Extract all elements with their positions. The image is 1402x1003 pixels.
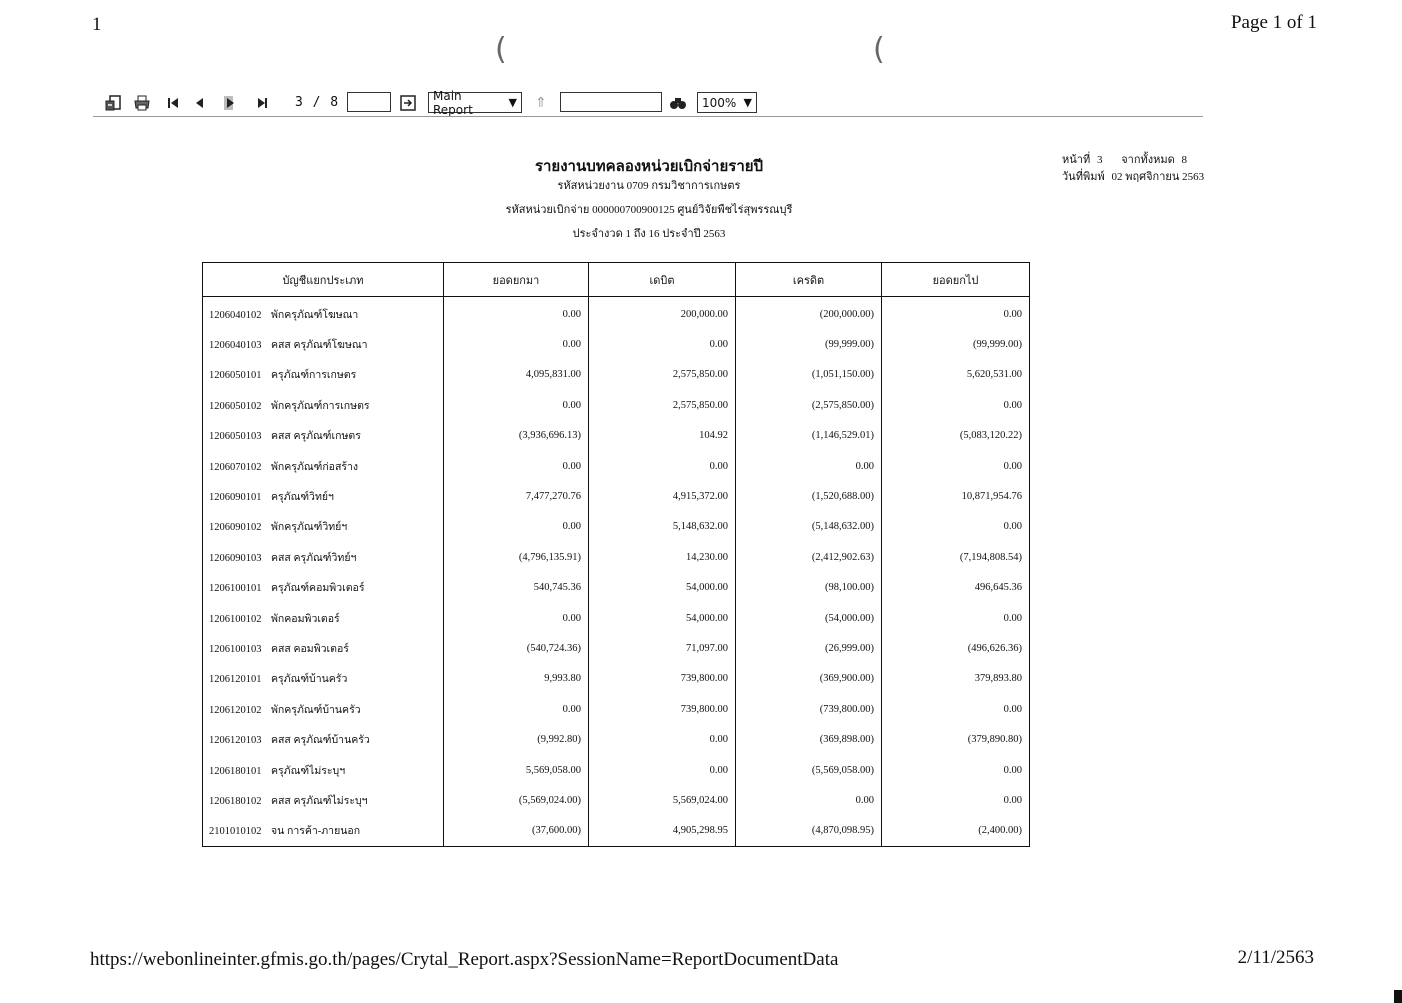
account-name: คสส ครุภัณฑ์โฆษณา	[271, 340, 368, 352]
debit-cell: 54,000.00	[589, 573, 736, 603]
first-page-icon[interactable]	[163, 93, 183, 113]
report-print-date	[1062, 167, 1204, 185]
account-code: 1206040103	[209, 340, 262, 352]
header-brought-forward: ยอดยกมา	[444, 263, 589, 297]
debit-cell: 0.00	[589, 724, 736, 754]
account-cell	[203, 329, 444, 359]
brought-forward-cell: 0.00	[444, 329, 589, 359]
account-code: 1206120101	[209, 674, 262, 686]
account-cell	[203, 694, 444, 724]
header-debit: เดบิต	[589, 263, 736, 297]
account-name: ครุภัณฑ์การเกษตร	[271, 370, 357, 382]
next-page-icon[interactable]	[220, 93, 240, 113]
brought-forward-cell: 0.00	[444, 603, 589, 633]
print-url: https://webonlineinter.gfmis.go.th/pages/Crytal_Report.aspx?SessionName=ReportDocumentData	[90, 949, 839, 970]
debit-cell: 0.00	[589, 755, 736, 785]
table-row	[203, 633, 1030, 663]
account-cell	[203, 421, 444, 451]
page-value: 3	[1096, 154, 1103, 166]
brought-forward-cell: 0.00	[444, 390, 589, 420]
brought-forward-cell: 0.00	[444, 451, 589, 481]
debit-cell: 0.00	[589, 329, 736, 359]
debit-cell: 54,000.00	[589, 603, 736, 633]
account-cell	[203, 360, 444, 390]
account-name: คสส ครุภัณฑ์เกษตร	[271, 431, 361, 443]
table-row	[203, 755, 1030, 785]
report-select[interactable]	[428, 88, 522, 117]
account-name: คสส ครุภัณฑ์บ้านครัว	[271, 735, 370, 747]
debit-cell: 71,097.00	[589, 633, 736, 663]
account-name: ครุภัณฑ์ไม่ระบุฯ	[271, 765, 346, 777]
carried-forward-cell: 0.00	[882, 785, 1030, 815]
table-row	[203, 664, 1030, 694]
account-code: 1206090103	[209, 552, 262, 564]
table-row	[203, 816, 1030, 847]
account-code: 1206180101	[209, 765, 262, 777]
carried-forward-cell: (496,626.36)	[882, 633, 1030, 663]
credit-cell: (99,999.00)	[736, 329, 882, 359]
account-cell	[203, 664, 444, 694]
table-row	[203, 360, 1030, 390]
account-cell	[203, 390, 444, 420]
carried-forward-cell: (379,890.80)	[882, 724, 1030, 754]
account-name: คสส ครุภัณฑ์วิทย์ฯ	[271, 552, 357, 564]
report-period: ประจำงวด 1 ถึง 16 ประจำปี 2563	[572, 228, 726, 240]
debit-cell: 739,800.00	[589, 694, 736, 724]
debit-cell: 104.92	[589, 421, 736, 451]
debit-cell: 2,575,850.00	[589, 360, 736, 390]
table-row	[203, 297, 1030, 330]
ledger-table-body	[203, 297, 1030, 847]
carried-forward-cell: 0.00	[882, 694, 1030, 724]
print-page-number: 1	[92, 14, 102, 35]
brought-forward-cell: 7,477,270.76	[444, 481, 589, 511]
report-title: รายงานบทคลองหน่วยเบิกจ่ายรายปี	[534, 159, 764, 175]
carried-forward-cell: (5,083,120.22)	[882, 421, 1030, 451]
account-name: พักครุภัณฑ์โฆษณา	[271, 309, 359, 321]
account-code: 1206050102	[209, 400, 262, 412]
page-label: หน้าที่	[1062, 154, 1091, 166]
last-page-icon[interactable]	[252, 93, 272, 113]
credit-cell: (2,575,850.00)	[736, 390, 882, 420]
credit-cell: (4,870,098.95)	[736, 816, 882, 847]
account-cell	[203, 633, 444, 663]
table-row	[203, 451, 1030, 481]
account-cell	[203, 785, 444, 815]
table-header-row	[203, 263, 1030, 297]
total-value: 8	[1181, 154, 1188, 166]
debit-cell: 14,230.00	[589, 542, 736, 572]
credit-cell: (26,999.00)	[736, 633, 882, 663]
account-name: ครุภัณฑ์วิทย์ฯ	[271, 492, 334, 504]
account-cell	[203, 816, 444, 847]
carried-forward-cell: 0.00	[882, 603, 1030, 633]
brought-forward-cell: (4,796,135.91)	[444, 542, 589, 572]
brought-forward-cell: (37,600.00)	[444, 816, 589, 847]
account-code: 1206100101	[209, 583, 262, 595]
debit-cell: 5,148,632.00	[589, 512, 736, 542]
total-label: จากทั้งหมด	[1121, 154, 1175, 166]
zoom-select[interactable]	[697, 92, 757, 113]
carried-forward-cell: 10,871,954.76	[882, 481, 1030, 511]
account-name: พักครุภัณฑ์บ้านครัว	[271, 704, 361, 716]
group-tree-icon[interactable]: ⇑	[535, 95, 547, 111]
goto-page-input[interactable]	[347, 92, 391, 112]
account-code: 1206120103	[209, 735, 262, 747]
account-cell	[203, 724, 444, 754]
print-date-value: 02 พฤศจิกายน 2563	[1111, 171, 1205, 183]
account-code: 1206090102	[209, 522, 262, 534]
scan-edge-mark	[1394, 990, 1402, 1003]
credit-cell: (98,100.00)	[736, 573, 882, 603]
credit-cell: (1,051,150.00)	[736, 360, 882, 390]
toolbar-divider	[93, 116, 1203, 117]
brought-forward-cell: 0.00	[444, 694, 589, 724]
print-icon[interactable]	[132, 93, 152, 113]
credit-cell: 0.00	[736, 785, 882, 815]
table-row	[203, 724, 1030, 754]
debit-cell: 200,000.00	[589, 297, 736, 330]
brought-forward-cell: 9,993.80	[444, 664, 589, 694]
debit-cell: 5,569,024.00	[589, 785, 736, 815]
account-name: ครุภัณฑ์คอมพิวเตอร์	[271, 583, 365, 595]
scan-artifact: (	[495, 32, 507, 67]
account-cell	[203, 297, 444, 330]
debit-cell: 4,905,298.95	[589, 816, 736, 847]
account-name: จน การค้า-ภายนอก	[271, 826, 361, 838]
carried-forward-cell: 0.00	[882, 512, 1030, 542]
report-page-meta	[1062, 150, 1187, 168]
credit-cell: 0.00	[736, 451, 882, 481]
search-icon[interactable]	[668, 93, 688, 113]
table-row	[203, 785, 1030, 815]
debit-cell: 2,575,850.00	[589, 390, 736, 420]
brought-forward-cell: 5,569,058.00	[444, 755, 589, 785]
scan-artifact: (	[873, 32, 885, 67]
table-row	[203, 481, 1030, 511]
credit-cell: (369,900.00)	[736, 664, 882, 694]
prev-page-icon[interactable]	[190, 93, 210, 113]
account-cell	[203, 603, 444, 633]
debit-cell: 739,800.00	[589, 664, 736, 694]
report-agency: รหัสหน่วยงาน 0709 กรมวิชาการเกษตร	[557, 180, 741, 192]
ledger-table	[202, 262, 1030, 847]
brought-forward-cell: (540,724.36)	[444, 633, 589, 663]
report-disbursing-unit: รหัสหน่วยเบิกจ่าย 000000700900125 ศูนย์วิจัยพืชไร่สุพรรณบุรี	[505, 204, 793, 216]
account-code: 1206100102	[209, 613, 262, 625]
account-cell	[203, 573, 444, 603]
account-code: 1206050101	[209, 370, 262, 382]
report-viewer-toolbar	[100, 90, 780, 118]
header-credit: เครดิต	[736, 263, 882, 297]
credit-cell: (369,898.00)	[736, 724, 882, 754]
brought-forward-cell: 0.00	[444, 512, 589, 542]
print-date-label: วันที่พิมพ์	[1062, 171, 1105, 183]
credit-cell: (739,800.00)	[736, 694, 882, 724]
account-code: 1206040102	[209, 309, 262, 321]
carried-forward-cell: (7,194,808.54)	[882, 542, 1030, 572]
chevron-down-icon: ▼	[508, 96, 517, 109]
carried-forward-cell: 496,645.36	[882, 573, 1030, 603]
search-input[interactable]	[560, 92, 662, 112]
account-code: 1206090101	[209, 492, 262, 504]
account-cell	[203, 512, 444, 542]
report-select-value: Main Report	[433, 88, 473, 117]
header-carried-forward: ยอดยกไป	[882, 263, 1030, 297]
account-name: คสส ครุภัณฑ์ไม่ระบุฯ	[271, 795, 368, 807]
carried-forward-cell: 0.00	[882, 390, 1030, 420]
brought-forward-cell: (5,569,024.00)	[444, 785, 589, 815]
account-name: พักครุภัณฑ์วิทย์ฯ	[271, 522, 348, 534]
export-icon[interactable]	[103, 93, 123, 113]
table-row	[203, 329, 1030, 359]
print-date: 2/11/2563	[1237, 947, 1314, 968]
account-code: 1206100103	[209, 643, 262, 655]
print-page-of: Page 1 of 1	[1230, 12, 1317, 33]
brought-forward-cell: 0.00	[444, 297, 589, 330]
carried-forward-cell: 379,893.80	[882, 664, 1030, 694]
carried-forward-cell: (2,400.00)	[882, 816, 1030, 847]
carried-forward-cell: 0.00	[882, 755, 1030, 785]
account-name: ครุภัณฑ์บ้านครัว	[271, 674, 348, 686]
table-row	[203, 694, 1030, 724]
account-cell	[203, 451, 444, 481]
brought-forward-cell: 4,095,831.00	[444, 360, 589, 390]
brought-forward-cell: 540,745.36	[444, 573, 589, 603]
table-row	[203, 421, 1030, 451]
table-row	[203, 512, 1030, 542]
table-row	[203, 603, 1030, 633]
account-cell	[203, 481, 444, 511]
goto-page-icon[interactable]	[398, 93, 418, 113]
account-name: พักครุภัณฑ์การเกษตร	[271, 400, 370, 412]
page-indicator: 3 / 8	[295, 95, 340, 110]
table-row	[203, 573, 1030, 603]
zoom-select-value: 100%	[702, 95, 737, 110]
carried-forward-cell: 0.00	[882, 297, 1030, 330]
credit-cell: (54,000.00)	[736, 603, 882, 633]
carried-forward-cell: (99,999.00)	[882, 329, 1030, 359]
brought-forward-cell: (9,992.80)	[444, 724, 589, 754]
table-row	[203, 542, 1030, 572]
account-name: พักคอมพิวเตอร์	[271, 613, 340, 625]
credit-cell: (1,520,688.00)	[736, 481, 882, 511]
account-code: 1206120102	[209, 704, 262, 716]
credit-cell: (2,412,902.63)	[736, 542, 882, 572]
carried-forward-cell: 0.00	[882, 451, 1030, 481]
credit-cell: (1,146,529.01)	[736, 421, 882, 451]
credit-cell: (5,148,632.00)	[736, 512, 882, 542]
account-code: 2101010102	[209, 826, 262, 838]
header-account: บัญชีแยกประเภท	[203, 263, 444, 297]
table-row	[203, 390, 1030, 420]
credit-cell: (200,000.00)	[736, 297, 882, 330]
account-name: พักครุภัณฑ์ก่อสร้าง	[271, 461, 359, 473]
brought-forward-cell: (3,936,696.13)	[444, 421, 589, 451]
chevron-down-icon: ▼	[743, 96, 752, 109]
account-cell	[203, 755, 444, 785]
debit-cell: 4,915,372.00	[589, 481, 736, 511]
debit-cell: 0.00	[589, 451, 736, 481]
account-code: 1206180102	[209, 795, 262, 807]
account-name: คสส คอมพิวเตอร์	[271, 643, 349, 655]
account-cell	[203, 542, 444, 572]
account-code: 1206070102	[209, 461, 262, 473]
account-code: 1206050103	[209, 431, 262, 443]
credit-cell: (5,569,058.00)	[736, 755, 882, 785]
carried-forward-cell: 5,620,531.00	[882, 360, 1030, 390]
